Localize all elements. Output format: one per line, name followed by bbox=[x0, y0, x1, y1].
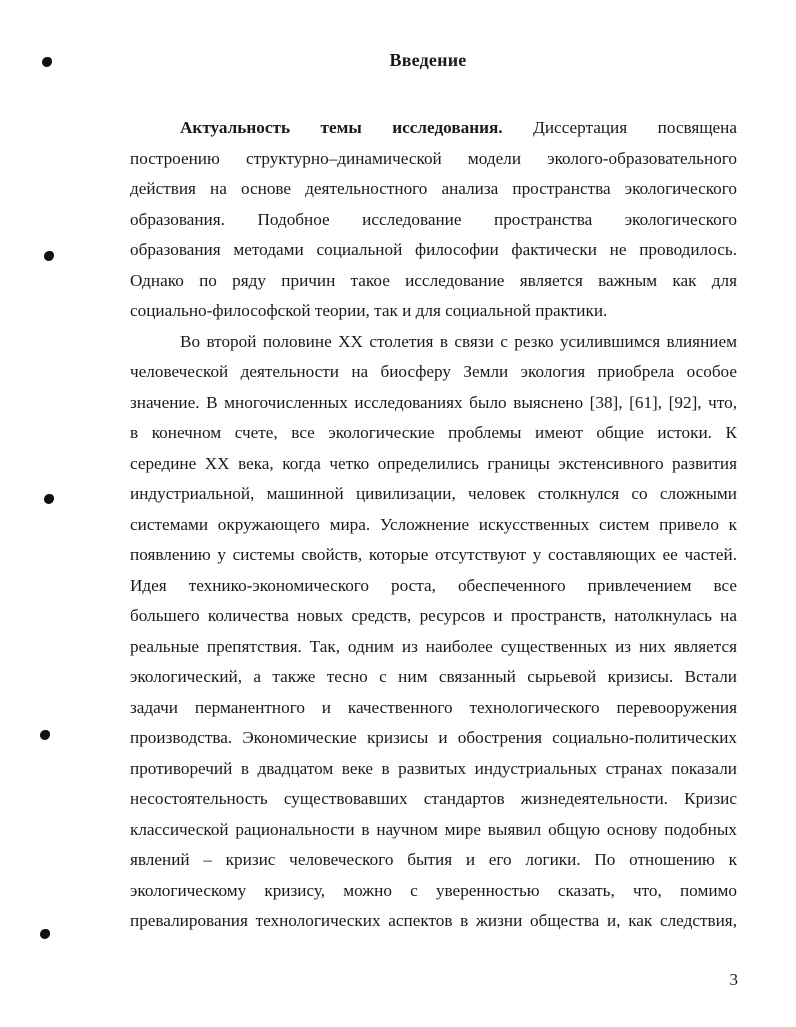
page-title: Введение bbox=[389, 50, 467, 70]
text-line: классической рациональности в научном мире выявил общую основу подобных bbox=[130, 819, 737, 839]
paragraph-relevance bbox=[130, 113, 737, 327]
text-line: значение. В многочисленных исследованиях было выяснено [38], [61], [92], что, bbox=[130, 392, 737, 412]
lead-heading: Актуальность темы исследования. bbox=[180, 118, 503, 137]
binding-hole-mark bbox=[44, 494, 54, 504]
body-text bbox=[130, 113, 737, 937]
text-line: производства. Экономические кризисы и обострения социально-политических bbox=[130, 728, 737, 747]
text-line: экологическому кризису, можно с уверенностью сказать, что, помимо bbox=[130, 880, 737, 900]
text-line: образования методами социальной философии фактически не проводилось. bbox=[130, 240, 737, 259]
text-line: действия на основе деятельностного анализа пространства экологического bbox=[130, 179, 737, 198]
text-line: явлений – кризис человеческого бытия и его логики. По отношению к bbox=[130, 850, 737, 869]
text-line: Во второй половине XX столетия в связи с резко усилившимся влиянием bbox=[180, 331, 737, 351]
text-line: Однако по ряду причин такое исследование является важным как для bbox=[130, 270, 737, 290]
text-line: в конечном счете, все экологические проблемы имеют общие истоки. К bbox=[130, 423, 737, 442]
text-line: задачи перманентного и качественного технологического перевооружения bbox=[130, 697, 737, 717]
text-line: противоречий в двадцатом веке в развитых индустриальных странах показали bbox=[130, 758, 737, 778]
paragraph-context bbox=[130, 327, 737, 937]
text-line: человеческой деятельности на биосферу Земли экология приобрела особое bbox=[130, 362, 737, 381]
text-line: индустриальной, машинной цивилизации, человек столкнулся со сложными bbox=[130, 484, 737, 503]
text-line: несостоятельность существовавших стандартов жизнедеятельности. Кризис bbox=[130, 789, 737, 808]
text-line: реальные препятствия. Так, одним из наиболее существенных из них является bbox=[130, 636, 737, 656]
text-line: социально-философской теории, так и для социальной практики. bbox=[130, 301, 608, 320]
text-line: Актуальность темы исследования. Диссертация посвящена bbox=[180, 118, 738, 137]
binding-hole-mark bbox=[40, 730, 50, 740]
text-line: образования. Подобное исследование пространства экологического bbox=[130, 209, 737, 229]
text-line: экологический, а также тесно с ним связанный сырьевой кризисы. Встали bbox=[130, 667, 737, 686]
text-line: построению структурно–динамической модели эколого-образовательного bbox=[130, 148, 737, 168]
binding-hole-mark bbox=[44, 251, 54, 261]
text-line: середине XX века, когда четко определились границы экстенсивного развития bbox=[130, 453, 737, 473]
binding-hole-mark bbox=[40, 929, 50, 939]
text-line: большего количества новых средств, ресурсов и пространств, натолкнулась на bbox=[130, 606, 737, 625]
text-line: Идея технико-экономического роста, обеспеченного привлечением все bbox=[130, 575, 737, 595]
text-line: появлению у системы свойств, которые отсутствуют у составляющих ее частей. bbox=[130, 545, 737, 564]
text-line: превалирования технологических аспектов в жизни общества и, как следствия, bbox=[130, 911, 737, 930]
text-line: системами окружающего мира. Усложнение искусственных систем привело к bbox=[130, 514, 737, 534]
page-number: 3 bbox=[729, 970, 738, 989]
